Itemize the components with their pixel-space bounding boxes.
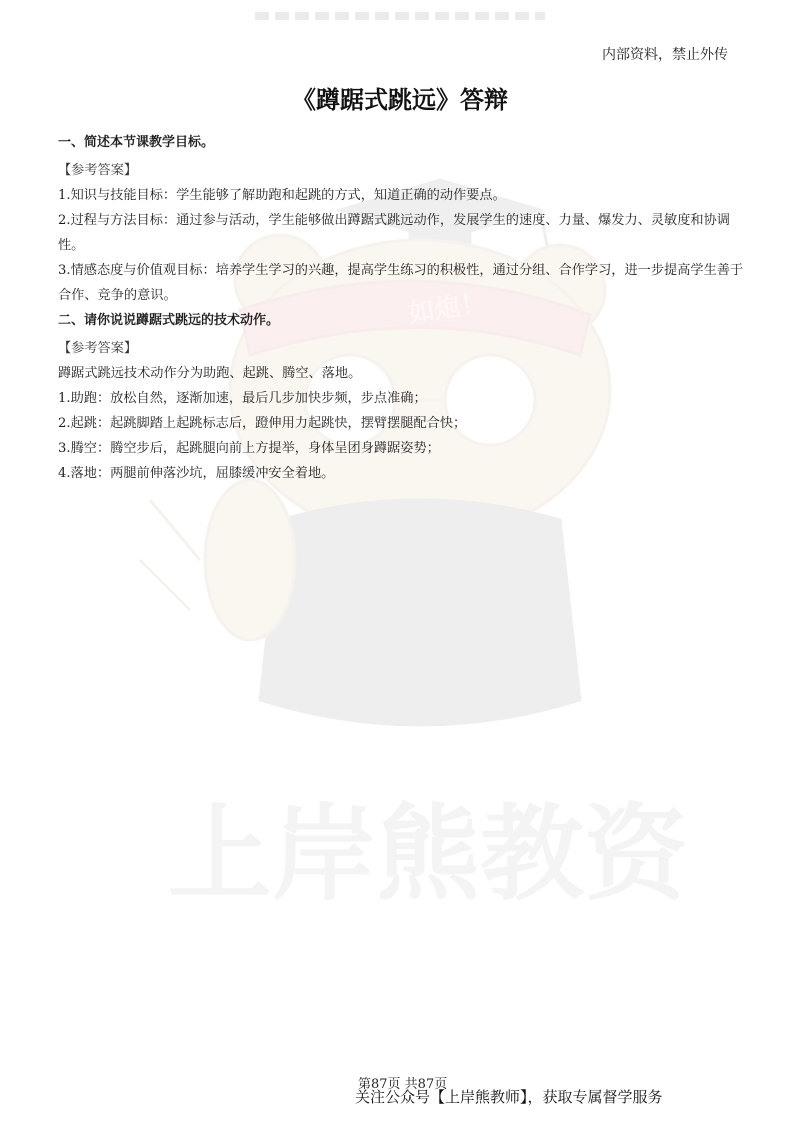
cropped-header-strip bbox=[255, 12, 545, 20]
document-body bbox=[58, 130, 746, 486]
page-number: 第87页 共87页 bbox=[358, 1077, 448, 1092]
internal-note: 内部资料，禁止外传 bbox=[602, 47, 728, 63]
watermark-text bbox=[168, 770, 688, 920]
answer-line: 3.腾空：腾空步后，起跳腿向前上方提举，身体呈团身蹲踞姿势； bbox=[58, 441, 440, 456]
answer-line: 3.情感态度与价值观目标：培养学生学习的兴趣，提高学生练习的积极性，通过分组、合作学习，进一步提高学生善于合作、竞争的意识。 bbox=[58, 263, 744, 303]
section-heading-1: 一、简述本节课教学目标。 bbox=[58, 135, 215, 150]
document-title: 《蹲踞式跳远》答辩 bbox=[292, 85, 508, 114]
answer-tag-1: 【参考答案】 bbox=[58, 163, 138, 178]
answer-line: 2.起跳：起跳脚踏上起跳标志后，蹬伸用力起跳快，摆臂摆腿配合快； bbox=[58, 416, 467, 431]
answer-line: 1.助跑：放松自然，逐渐加速，最后几步加快步频，步点准确； bbox=[58, 391, 427, 406]
watermark-banner: 如炮！ bbox=[406, 288, 489, 329]
answer-tag-2: 【参考答案】 bbox=[58, 341, 138, 356]
answer-line: 1.知识与技能目标：学生能够了解助跑和起跳的方式，知道正确的动作要点。 bbox=[58, 188, 506, 203]
answer-line: 4.落地：两腿前伸落沙坑，屈膝缓冲安全着地。 bbox=[58, 466, 335, 481]
footer-promo: 关注公众号【上岸熊教师】，获取专属督学服务 bbox=[355, 1088, 663, 1106]
answer-line: 2.过程与方法目标：通过参与活动，学生能够做出蹲踞式跳远动作，发展学生的速度、力量、爆发力、灵敏度和协调性。 bbox=[58, 213, 730, 253]
answer-line: 蹲踞式跳远技术动作分为助跑、起跳、腾空、落地。 bbox=[58, 366, 362, 381]
section-heading-2: 二、请你说说蹲踞式跳远的技术动作。 bbox=[58, 313, 280, 328]
